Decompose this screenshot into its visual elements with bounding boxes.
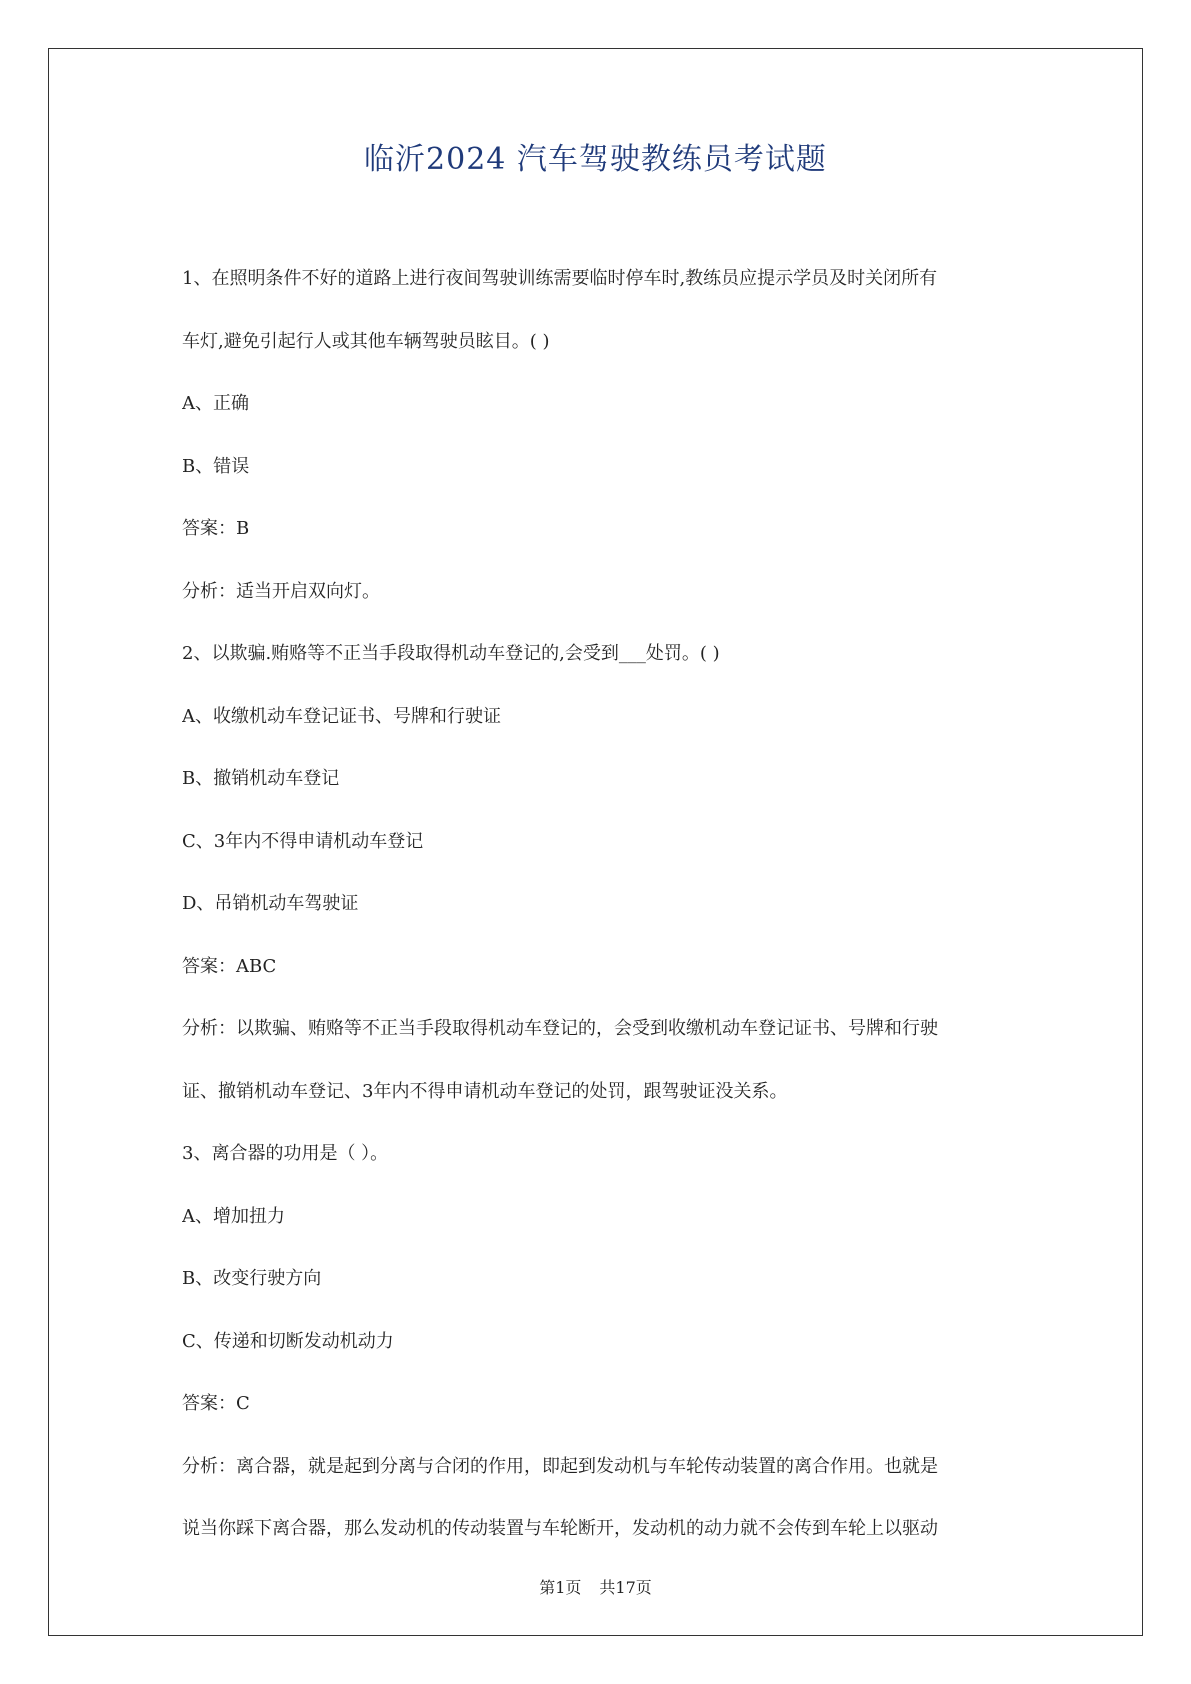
question-1-text-line-2: 车灯,避免引起行人或其他车辆驾驶员眩目。( ) <box>182 330 550 352</box>
question-1-answer: 答案：B <box>182 518 250 539</box>
question-3-option-b: B、改变行驶方向 <box>182 1268 322 1289</box>
question-3-option-c: C、传递和切断发动机动力 <box>182 1330 394 1352</box>
question-2-option-b: B、撤销机动车登记 <box>182 768 340 789</box>
question-3-analysis-line-2: 说当你踩下离合器，那么发动机的传动装置与车轮断开，发动机的动力就不会传到车轮上以驱动 <box>182 1518 938 1539</box>
question-1-analysis: 分析：适当开启双向灯。 <box>182 580 380 602</box>
question-2-answer: 答案：ABC <box>182 955 277 977</box>
question-1-option-a: A、正确 <box>182 393 249 414</box>
page-total: 共17页 <box>599 1578 652 1597</box>
document-title: 临沂2024 汽车驾驶教练员考试题 <box>364 142 827 177</box>
document-body <box>182 248 1022 1561</box>
question-2-analysis-line-1: 分析：以欺骗、贿赂等不正当手段取得机动车登记的，会受到收缴机动车登记证书、号牌和行驶 <box>182 1018 938 1039</box>
question-2-option-c: C、3年内不得申请机动车登记 <box>182 830 424 852</box>
question-1-text-line-1: 1、在照明条件不好的道路上进行夜间驾驶训练需要临时停车时,教练员应提示学员及时关闭所有 <box>182 268 938 289</box>
question-2-option-d: D、吊销机动车驾驶证 <box>182 893 359 914</box>
question-3-option-a: A、增加扭力 <box>182 1205 285 1227</box>
question-2-text: 2、以欺骗.贿赂等不正当手段取得机动车登记的,会受到___处罚。( ) <box>182 643 720 664</box>
question-2-analysis-line-2: 证、撤销机动车登记、3年内不得申请机动车登记的处罚，跟驾驶证没关系。 <box>182 1080 788 1102</box>
page-number: 第1页 <box>539 1578 582 1597</box>
page-footer <box>0 1578 1191 1598</box>
question-3-text: 3、离合器的功用是（ ）。 <box>182 1143 389 1164</box>
question-1-option-b: B、错误 <box>182 455 250 477</box>
question-3-analysis-line-1: 分析：离合器，就是起到分离与合闭的作用，即起到发动机与车轮传动装置的离合作用。也就是 <box>182 1455 938 1477</box>
question-3-answer: 答案：C <box>182 1393 250 1414</box>
question-2-option-a: A、收缴机动车登记证书、号牌和行驶证 <box>182 705 501 727</box>
